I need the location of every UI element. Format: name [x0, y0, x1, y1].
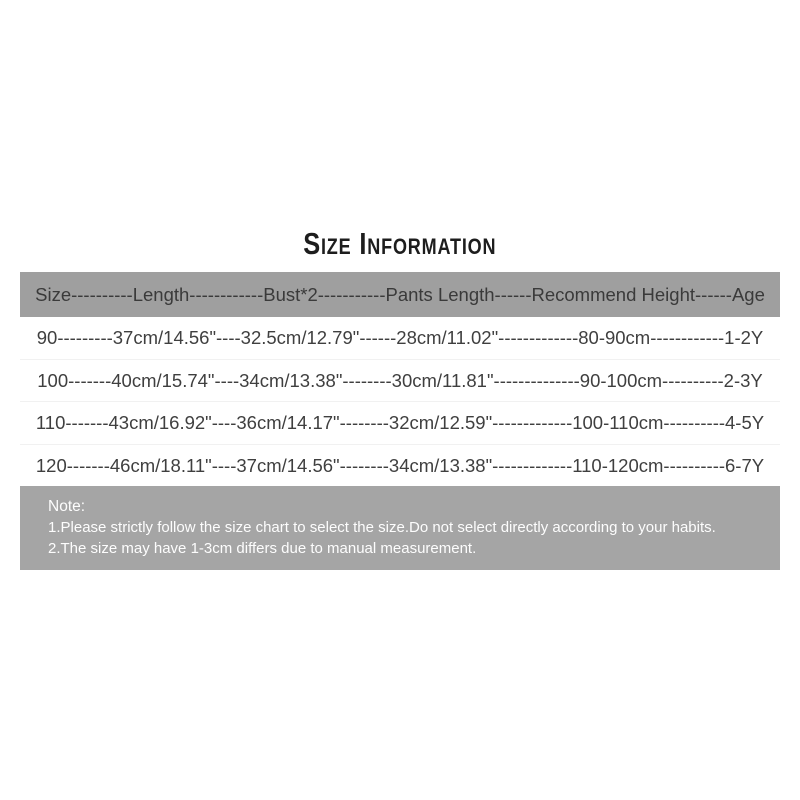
note-line-2: 2.The size may have 1-3cm differs due to manual measurement.	[48, 540, 477, 557]
note-panel	[20, 486, 780, 570]
size-table-header: Size----------Length------------Bust*2-----------Pants Length------Recommend Height------Age	[20, 272, 780, 317]
table-row-size-110: 110-------43cm/16.92"----36cm/14.17"--------32cm/12.59"-------------100-110cm----------4-5Y	[20, 402, 780, 445]
table-row-size-120: 120-------46cm/18.11"----37cm/14.56"--------34cm/13.38"-------------110-120cm----------6-7Y	[20, 445, 780, 488]
table-row-size-100: 100-------40cm/15.74"----34cm/13.38"--------30cm/11.81"--------------90-100cm----------2-3Y	[20, 360, 780, 403]
page-title-text: Size Information	[303, 226, 497, 261]
size-table-body	[20, 317, 780, 487]
page-title	[0, 226, 800, 262]
table-row-size-90: 90---------37cm/14.56"----32.5cm/12.79"------28cm/11.02"-------------80-90cm------------1-2Y	[20, 317, 780, 360]
note-heading: Note:	[48, 498, 86, 515]
note-line-1: 1.Please strictly follow the size chart to select the size.Do not select directly according to your habits.	[48, 519, 716, 536]
